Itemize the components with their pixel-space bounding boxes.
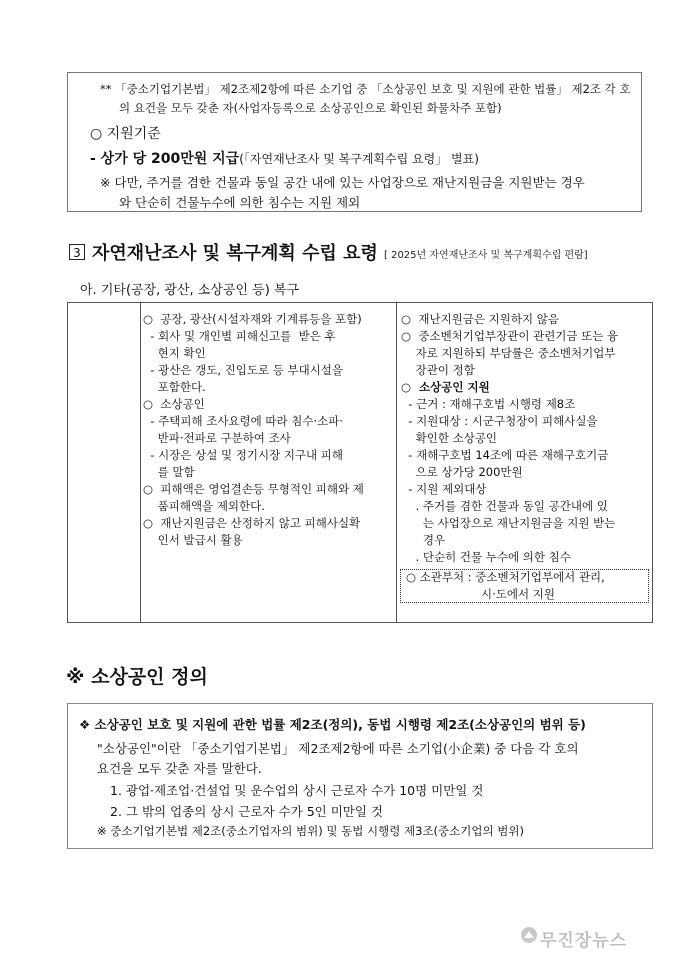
middle-cell-line: 품피해액을 제외한다. [143,499,265,513]
definition-body-1: "소상공인"이란 「중소기업기본법」 제2조제2항에 따른 소기업(小企業) 중 다음 각 호의 [97,741,579,756]
support-amount-bold: - 상가 당 200만원 지급 [90,151,240,167]
note-line-1: ** 「중소기업기본법」 제2조제2항에 따른 소기업 중 「소상공인 보호 및 지원에 관한 법률」 제2조 각 호 [100,82,631,96]
right-cell-line: 확인한 소상공인 [401,431,498,445]
right-cell-line: ○ 재난지원금은 지원하지 않음 [401,312,559,326]
middle-cell-line: ○ 공장, 광산(시설자재와 기계류등을 포함) [143,312,362,326]
right-cell-line: - 지원대상 : 시군구청장이 피해사실을 [401,414,598,428]
middle-cell-line: 현지 확인 [143,346,206,360]
criteria-label: ○ 지원기준 [90,126,161,142]
right-cell-line: 경우 [401,533,446,547]
definition-reference: ※ 중소기업기본법 제2조(중소기업자의 범위) 및 동법 시행령 제3조(중소기업의 범위) [97,824,524,838]
watermark-text: 무진장뉴스 [540,931,628,951]
middle-cell [143,311,396,549]
right-cell-line: . 주거를 겸한 건물과 동일 공간내에 있 [401,499,608,513]
exception-line-1: ※ 다만, 주거를 겸한 건물과 동일 공간 내에 있는 사업장으로 재난지원금을 지원받는 경우 [100,175,585,190]
middle-cell-line: 를 말함 [143,465,195,479]
middle-cell-line: 포함한다. [143,380,206,394]
definition-body-2: 요건을 모두 갖춘 자를 말한다. [97,761,262,776]
right-cell-line: 자로 지원하되 부담률은 중소벤처기업부 [401,346,616,360]
table-header-text: 아. 기타(공장, 광산, 소상공인 등) 복구 [80,283,300,298]
right-cell-line: . 단순히 건물 누수에 의한 침수 [401,550,571,564]
section-title: 자연재난조사 및 복구계획 수립 요령 [92,243,378,264]
right-cell-line: ○ 소상공인 지원 [401,380,490,394]
middle-cell-line: 인서 발급시 활용 [143,533,243,547]
middle-cell-line: - 광산은 갱도, 진입도로 등 부대시설을 [143,363,344,377]
right-cell-line: 는 사업장으로 재난지원금을 지원 받는 [401,516,616,530]
definition-law-line: ❖ 소상공인 보호 및 지원에 관한 법률 제2조(정의), 동법 시행령 제2조(소상공인의 범위 등) [79,717,586,732]
note-line-2: 의 요건을 모두 갖춘 자(사업자등록으로 소상공인으로 확인된 화물차주 포함) [119,101,502,115]
right-cell-line: 으로 상가당 200만원 [401,465,523,479]
support-amount-reference: (「자연재난조사 및 복구계획수립 요령」 별표) [239,152,479,166]
middle-cell-line: ○ 피해액은 영업결손등 무형적인 피해와 제 [143,482,364,496]
middle-cell-line: - 주택피해 조사요령에 따라 침수·소파· [143,414,344,428]
middle-cell-line: - 회사 및 개인별 피해신고를 받은 후 [143,329,336,343]
right-cell [401,311,651,566]
middle-cell-line: ○ 소상공인 [143,397,205,411]
ministry-line-2: 시·도에서 지원 [481,587,555,601]
exception-line-2: 와 단순히 건물누수에 의한 침수는 지원 제외 [119,195,361,210]
right-cell-line: - 근거 : 재해구호법 시행령 제8조 [401,397,576,411]
section-number: 3 [69,244,85,260]
right-cell-line: 장관이 정함 [401,363,475,377]
support-amount [90,148,479,168]
definition-item-2: 2. 그 밖의 업종의 상시 근로자 수가 5인 미만일 것 [110,804,383,819]
column-divider-2 [396,303,397,623]
middle-cell-line: - 시장은 상설 및 정기시장 지구내 피해 [143,448,344,462]
ministry-line-1: ○ 소관부처 : 중소벤처기업부에서 관리, [406,570,605,584]
watermark-logo-icon [520,926,538,944]
right-cell-line: - 지원 제외대상 [401,482,487,496]
column-divider-1 [140,303,141,623]
definition-title: ※ 소상공인 정의 [66,666,208,688]
middle-cell-line: 반파·전파로 구분하여 조사 [143,431,291,445]
right-cell-line: - 재해구호법 14조에 따른 재해구호기금 [401,448,609,462]
section-subtitle: [ 2025년 자연재난조사 및 복구계획수립 편람] [384,250,588,261]
definition-item-1: 1. 광업·제조업·건설업 및 운수업의 상시 근로자 수가 10명 미만일 것 [110,783,484,798]
middle-cell-line: ○ 재난지원금은 산정하지 않고 피해사실확 [143,516,361,530]
right-cell-line: ○ 중소벤처기업부장관이 관련기금 또는 융 [401,329,619,343]
